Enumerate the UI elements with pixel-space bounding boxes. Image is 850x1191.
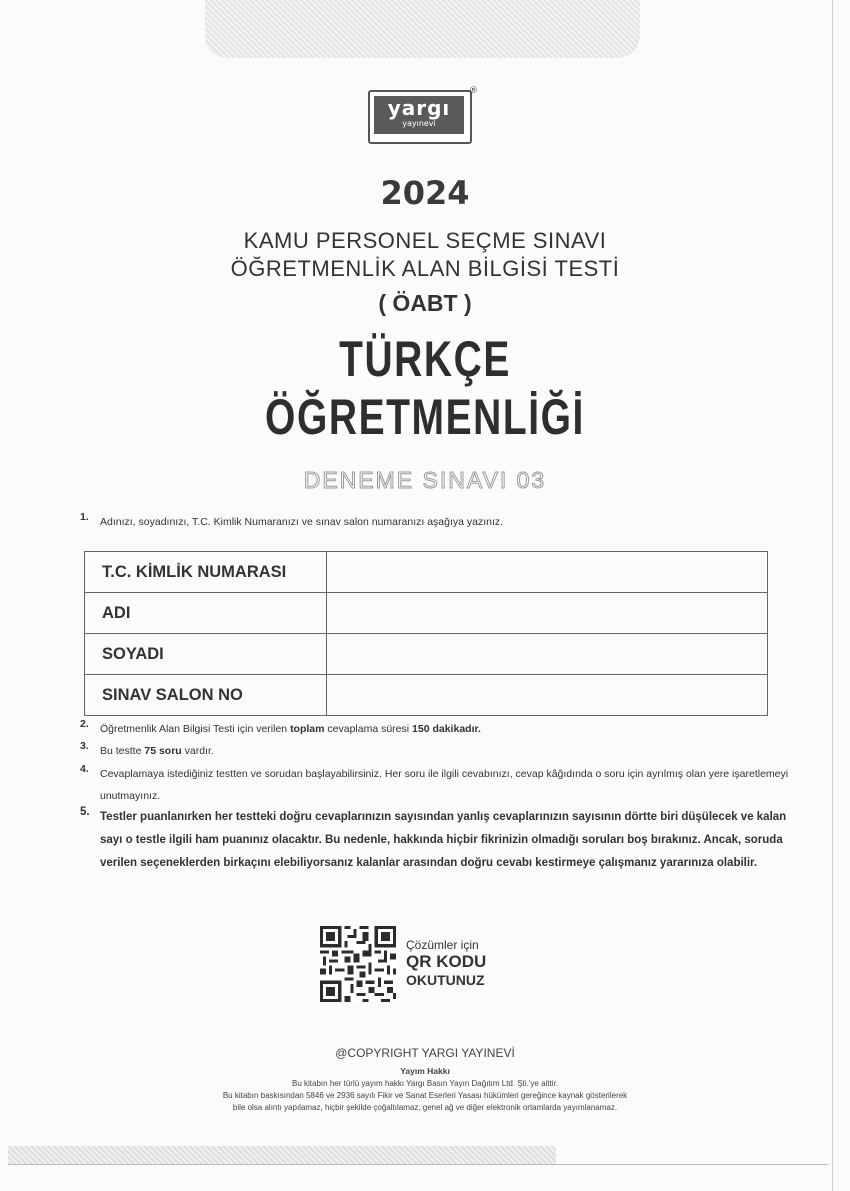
rights-line-2: Bu kitabın baskısından 5846 ve 2936 sayılı Fikir ve Sanat Eserleri Yasası hükümleri gereğince kaynak gösterilerek	[222, 1091, 628, 1100]
tc-number-label: T.C. KİMLİK NUMARASI	[85, 552, 327, 593]
qr-caption-title: QR KODU	[406, 952, 487, 971]
table-row	[85, 593, 768, 634]
table-row	[85, 675, 768, 716]
exam-year: 2024	[380, 174, 470, 212]
surname-label: SOYADI	[85, 634, 327, 675]
qr-code-icon[interactable]	[320, 926, 396, 1002]
instruction-number: 3.	[80, 740, 89, 752]
top-decorative-band	[205, 0, 640, 58]
logo-subtitle: yayınevi	[402, 119, 436, 128]
instruction-text: Cevaplamaya istediğiniz testten ve sorudan başlayabilirsiniz. Her soru ile ilgili cevabınızı, cevap kâğıdında o soru için ayrılmış olan yere işaretlemeyi unutmayınız.	[100, 768, 789, 802]
table-row	[85, 634, 768, 675]
instruction-text: Testler puanlanırken her testteki doğru cevaplarınızın sayısından yanlış cevaplarınızın sayısının dörtte biri düşülecek ve kalan sayı o testle ilgili ham puanınız olacaktır. Bu nedenle, hakkında hiçbir fikrinizin olmadığı soruları boş bırakınız. Ancak, soruda verilen seçeneklerden birkaçını elebiliyorsanız kalanlar arasından doğru cevabı kestirmeye çalışmanız yararınıza olabilir.	[100, 811, 787, 869]
exam-room-field[interactable]	[327, 675, 768, 716]
qr-caption-small: Çözümler için	[406, 938, 479, 952]
instruction-text: Adınızı, soyadınızı, T.C. Kimlik Numaranızı ve sınav salon numaranızı aşağıya yazınız.	[100, 516, 504, 528]
practice-exam-label: DENEME SINAVI 03	[303, 467, 547, 493]
copyright-notice: @COPYRIGHT YARGI YAYINEVİ	[335, 1046, 515, 1060]
surname-field[interactable]	[327, 634, 768, 675]
name-field[interactable]	[327, 593, 768, 634]
instruction-text: Bu testte 75 soru vardır.	[100, 745, 214, 757]
subject-title-line-2: ÖĞRETMENLİĞİ	[265, 389, 585, 445]
qr-caption-action: OKUTUNUZ	[406, 972, 485, 988]
exam-room-label: SINAV SALON NO	[85, 675, 327, 716]
rights-title: Yayım Hakkı	[400, 1066, 450, 1076]
logo-name: yargı	[387, 96, 451, 120]
instruction-text: Öğretmenlik Alan Bilgisi Testi için verilen toplam cevaplama süresi 150 dakikadır.	[100, 723, 481, 735]
exam-abbreviation: ( ÖABT )	[378, 290, 472, 316]
rights-line-1: Bu kitabın her türlü yayım hakkı Yargı Basın Yayın Dağıtım Ltd. Şti.'ye aittir.	[292, 1079, 558, 1088]
instruction-number: 2.	[80, 718, 89, 730]
publisher-logo	[368, 86, 478, 144]
tc-number-field[interactable]	[327, 552, 768, 593]
bottom-decorative-band	[8, 1146, 556, 1164]
table-row	[85, 552, 768, 593]
registered-mark: ®	[469, 86, 478, 96]
subject-title-line-1: TÜRKÇE	[339, 331, 511, 387]
bottom-rule	[8, 1164, 828, 1165]
instruction-number: 1.	[80, 511, 89, 523]
exam-title-line-1: KAMU PERSONEL SEÇME SINAVI	[243, 228, 607, 253]
exam-title-line-2: ÖĞRETMENLİK ALAN BİLGİSİ TESTİ	[230, 256, 620, 281]
name-label: ADI	[85, 593, 327, 634]
qr-caption	[406, 938, 486, 988]
candidate-info-table	[84, 551, 768, 716]
instruction-number: 5.	[80, 806, 90, 818]
rights-line-3: bile olsa alıntı yapılamaz, hiçbir şekilde çoğaltılamaz, genel ağ ve diğer elektronik ortamlarda yayımlanamaz.	[232, 1103, 618, 1112]
instruction-number: 4.	[80, 763, 89, 775]
